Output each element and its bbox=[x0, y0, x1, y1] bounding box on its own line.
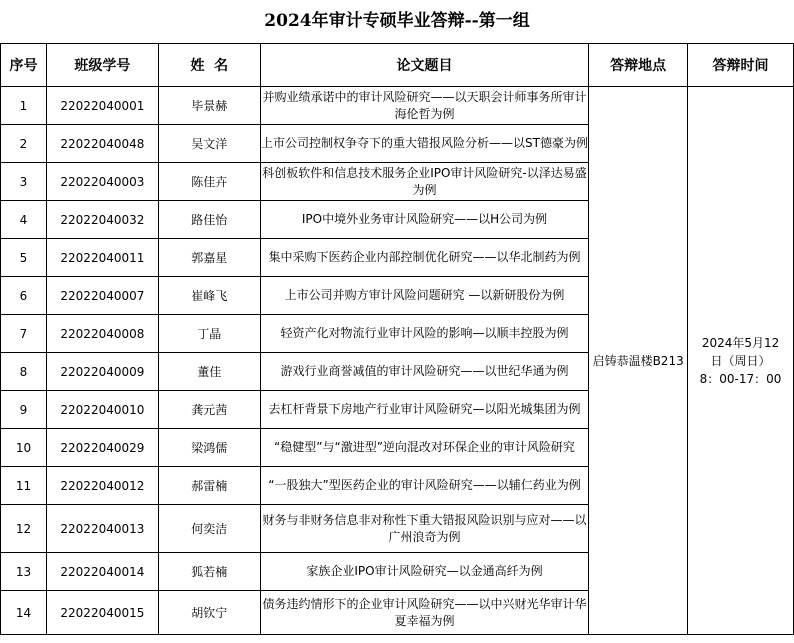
row-class-id: 22022040014 bbox=[46, 553, 158, 591]
row-class-id: 22022040032 bbox=[46, 201, 158, 239]
row-thesis: 集中采购下医药企业内部控制优化研究——以华北制药为例 bbox=[260, 239, 588, 277]
row-thesis: 财务与非财务信息非对称性下重大错报风险识别与应对——以广州浪奇为例 bbox=[260, 505, 588, 553]
row-class-id: 22022040012 bbox=[46, 467, 158, 505]
page-title: 2024年审计专硕毕业答辩--第一组 bbox=[264, 11, 530, 31]
row-name: 郝雷楠 bbox=[158, 467, 260, 505]
row-class-id: 22022040010 bbox=[46, 391, 158, 429]
row-seq: 1 bbox=[1, 87, 47, 125]
header-seq: 序号 bbox=[1, 44, 47, 87]
row-name: 梁鸿儒 bbox=[158, 429, 260, 467]
defense-time-line1: 2024年5月12 bbox=[701, 335, 780, 350]
row-name: 陈佳卉 bbox=[158, 163, 260, 201]
row-seq: 14 bbox=[1, 591, 47, 635]
row-thesis: “稳健型”与“激进型”逆向混改对环保企业的审计风险研究 bbox=[260, 429, 588, 467]
row-class-id: 22022040009 bbox=[46, 353, 158, 391]
header-row bbox=[1, 44, 794, 87]
defense-schedule-table bbox=[0, 43, 794, 635]
defense-time-line3: 8：00-17：00 bbox=[699, 371, 782, 386]
row-name: 吴文洋 bbox=[158, 125, 260, 163]
row-name: 崔峰飞 bbox=[158, 277, 260, 315]
row-seq: 12 bbox=[1, 505, 47, 553]
row-class-id: 22022040029 bbox=[46, 429, 158, 467]
row-seq: 10 bbox=[1, 429, 47, 467]
header-location: 答辩地点 bbox=[589, 44, 688, 87]
header-time: 答辩时间 bbox=[688, 44, 794, 87]
row-class-id: 22022040048 bbox=[46, 125, 158, 163]
row-name: 路佳怡 bbox=[158, 201, 260, 239]
row-seq: 2 bbox=[1, 125, 47, 163]
row-seq: 8 bbox=[1, 353, 47, 391]
row-name: 丁晶 bbox=[158, 315, 260, 353]
row-name: 何奕洁 bbox=[158, 505, 260, 553]
defense-time bbox=[688, 87, 794, 635]
row-thesis: 债务违约情形下的企业审计风险研究——以中兴财光华审计华夏幸福为例 bbox=[260, 591, 588, 635]
row-class-id: 22022040015 bbox=[46, 591, 158, 635]
defense-time-line2: 日（周日） bbox=[710, 353, 771, 368]
row-name: 胡钦宁 bbox=[158, 591, 260, 635]
row-thesis: 轻资产化对物流行业审计风险的影响—以顺丰控股为例 bbox=[260, 315, 588, 353]
row-thesis: 上市公司并购方审计风险问题研究 —以新研股份为例 bbox=[260, 277, 588, 315]
defense-location: 启铸恭温楼B213 bbox=[589, 87, 688, 635]
table-row bbox=[1, 87, 794, 125]
row-class-id: 22022040007 bbox=[46, 277, 158, 315]
row-seq: 7 bbox=[1, 315, 47, 353]
row-name: 狐若楠 bbox=[158, 553, 260, 591]
row-class-id: 22022040003 bbox=[46, 163, 158, 201]
row-thesis: 并购业绩承诺中的审计风险研究——以天职会计师事务所审计海伦哲为例 bbox=[260, 87, 588, 125]
header-name: 姓 名 bbox=[158, 44, 260, 87]
row-seq: 13 bbox=[1, 553, 47, 591]
row-class-id: 22022040008 bbox=[46, 315, 158, 353]
row-seq: 3 bbox=[1, 163, 47, 201]
row-thesis: 游戏行业商誉减值的审计风险研究——以世纪华通为例 bbox=[260, 353, 588, 391]
row-thesis: 科创板软件和信息技术服务企业IPO审计风险研究-以泽达易盛为例 bbox=[260, 163, 588, 201]
row-class-id: 22022040011 bbox=[46, 239, 158, 277]
row-thesis: 上市公司控制权争夺下的重大错报风险分析——以ST德豪为例 bbox=[260, 125, 588, 163]
header-class-id: 班级学号 bbox=[46, 44, 158, 87]
row-class-id: 22022040001 bbox=[46, 87, 158, 125]
row-seq: 6 bbox=[1, 277, 47, 315]
row-thesis: 去杠杆背景下房地产行业审计风险研究—以阳光城集团为例 bbox=[260, 391, 588, 429]
row-thesis: 家族企业IPO审计风险研究—以金通高纤为例 bbox=[260, 553, 588, 591]
row-class-id: 22022040013 bbox=[46, 505, 158, 553]
table-body bbox=[1, 87, 794, 635]
row-seq: 5 bbox=[1, 239, 47, 277]
row-name: 郭嘉星 bbox=[158, 239, 260, 277]
row-seq: 11 bbox=[1, 467, 47, 505]
row-name: 董佳 bbox=[158, 353, 260, 391]
row-name: 龚元茜 bbox=[158, 391, 260, 429]
row-thesis: IPO中境外业务审计风险研究——以H公司为例 bbox=[260, 201, 588, 239]
row-name: 毕景赫 bbox=[158, 87, 260, 125]
row-seq: 4 bbox=[1, 201, 47, 239]
header-thesis: 论文题目 bbox=[260, 44, 588, 87]
row-thesis: “一股独大”型医药企业的审计风险研究——以辅仁药业为例 bbox=[260, 467, 588, 505]
row-seq: 9 bbox=[1, 391, 47, 429]
